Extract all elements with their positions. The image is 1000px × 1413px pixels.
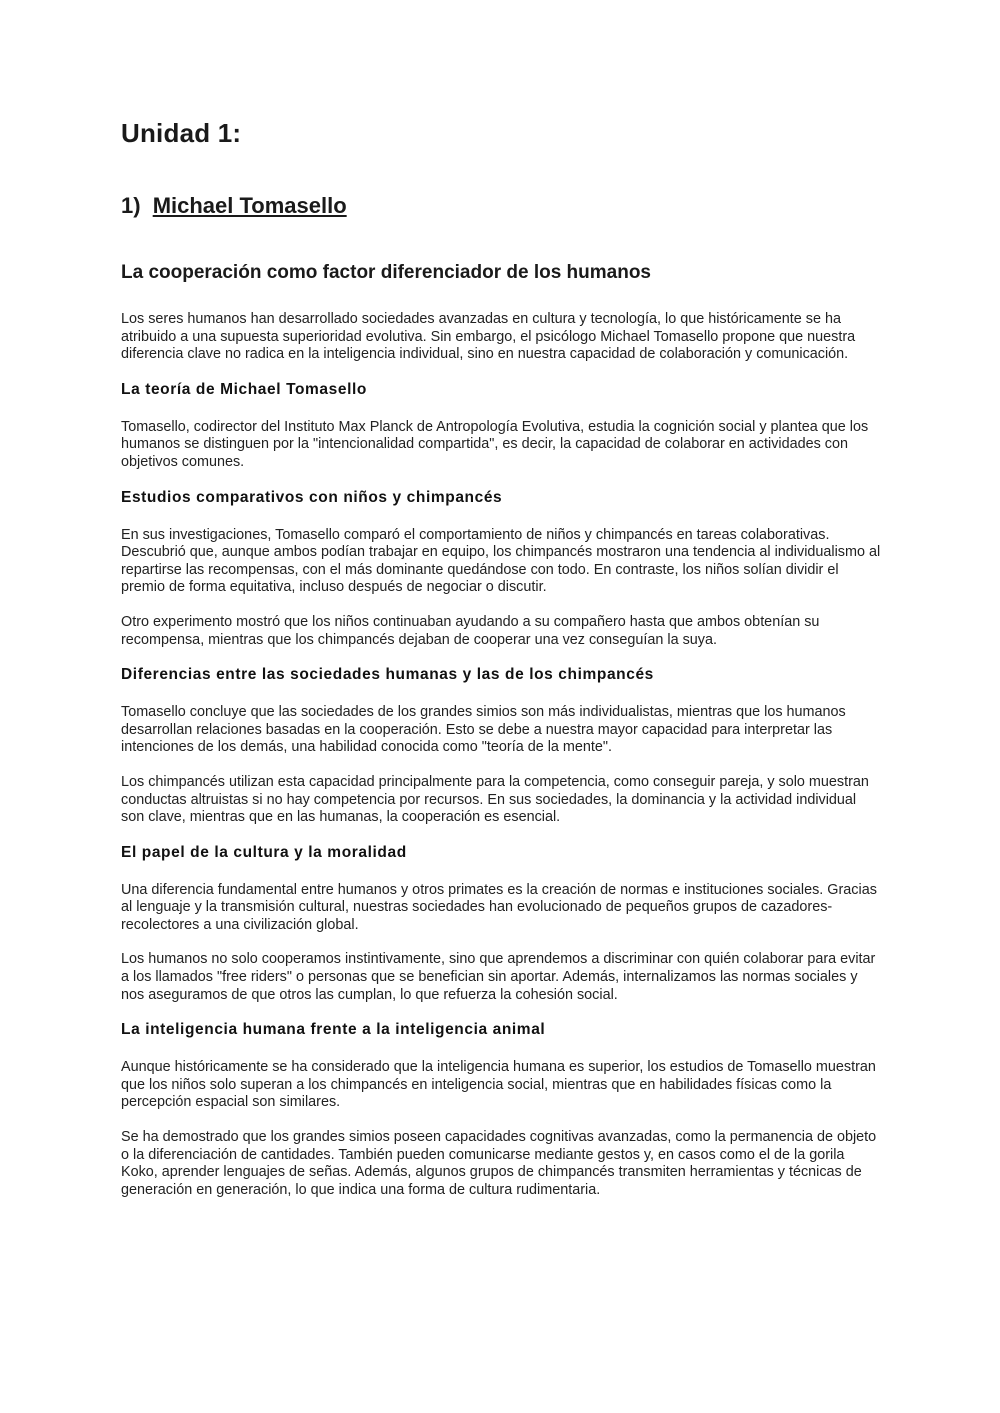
section-paragraph: Los humanos no solo cooperamos instintivamente, sino que aprendemos a discriminar con quién colaborar para evitar a los llamados "free riders" o personas que se benefician sin aportar. Además, internalizamos las normas sociales y nos aseguramos de que otros las cumplan, lo que refuerza la cohesión social. (121, 951, 876, 1003)
section-paragraph: Los chimpancés utilizan esta capacidad principalmente para la competencia, como conseguir pareja, y solo muestran conductas altruistas si no hay competencia por recursos. En sus sociedades, la dominancia y la actividad individual son clave, mientras que en las humanas, la cooperación es esencial. (121, 773, 869, 826)
chapter-name: Michael Tomasello (152, 193, 347, 218)
section-heading: El papel de la cultura y la moralidad (121, 843, 407, 861)
section-heading: Estudios comparativos con niños y chimpancés (121, 488, 503, 506)
document-body (121, 311, 881, 1216)
section-heading: La inteligencia humana frente a la inteligencia animal (121, 1021, 546, 1039)
section-paragraph: En sus investigaciones, Tomasello comparó el comportamiento de niños y chimpancés en tareas colaborativas. Descubrió que, aunque ambos podían trabajar en equipo, los chimpancés mostraron una tendencia al individualismo al repartirse las recompensas, con el más dominante quedándose con todo. En contraste, los niños solían dividir el premio de forma equitativa, incluso después de negociar o discutir. (121, 526, 881, 596)
section-paragraph: Una diferencia fundamental entre humanos y otros primates es la creación de normas e instituciones sociales. Gracias al lenguaje y la transmisión cultural, nuestras sociedades han evolucionado de pequeños grupos de cazadores-recolectores a una civilización global. (121, 881, 877, 933)
section-paragraph: Otro experimento mostró que los niños continuaban ayudando a su compañero hasta que ambos obtenían su recompensa, mientras que los chimpancés dejaban de cooperar una vez conseguían la suya. (121, 613, 820, 648)
chapter-heading (121, 193, 347, 219)
main-heading: La cooperación como factor diferenciador de los humanos (121, 262, 651, 283)
unit-title: Unidad 1: (121, 118, 242, 148)
section-heading: La teoría de Michael Tomasello (121, 380, 367, 398)
section-heading: Diferencias entre las sociedades humanas y las de los chimpancés (121, 666, 654, 684)
chapter-number: 1) (121, 193, 141, 218)
section-paragraph: Tomasello concluye que las sociedades de los grandes simios son más individualistas, mientras que los humanos desarrollan relaciones basadas en la cooperación. Esto se debe a nuestra mayor capacidad para interpretar las intenciones de los demás, una habilidad conocida como "teoría de la mente". (121, 704, 846, 756)
section-paragraph: Aunque históricamente se ha considerado que la inteligencia humana es superior, los estudios de Tomasello muestran que los niños solo superan a los chimpancés en inteligencia social, mientras que en habilidades físicas como la percepción espacial son similares. (121, 1059, 876, 1111)
section-paragraph: Se ha demostrado que los grandes simios poseen capacidades cognitivas avanzadas, como la permanencia de objeto o la diferenciación de cantidades. También pueden comunicarse mediante gestos y, en casos como el de la gorila Koko, aprender lenguajes de señas. Además, algunos grupos de chimpancés transmiten herramientas y técnicas de generación en generación, lo que indica una forma de cultura rudimentaria. (121, 1129, 877, 1198)
section-paragraph: Tomasello, codirector del Instituto Max Planck de Antropología Evolutiva, estudia la cognición social y plantea que los humanos se distinguen por la "intencionalidad compartida", es decir, la capacidad de colaborar en actividades con objetivos comunes. (121, 418, 869, 470)
intro-paragraph: Los seres humanos han desarrollado sociedades avanzadas en cultura y tecnología, lo que históricamente se ha atribuido a una supuesta superioridad evolutiva. Sin embargo, el psicólogo Michael Tomasello propone que nuestra diferencia clave no radica en la inteligencia individual, sino en nuestra capacidad de colaboración y comunicación. (121, 311, 856, 363)
